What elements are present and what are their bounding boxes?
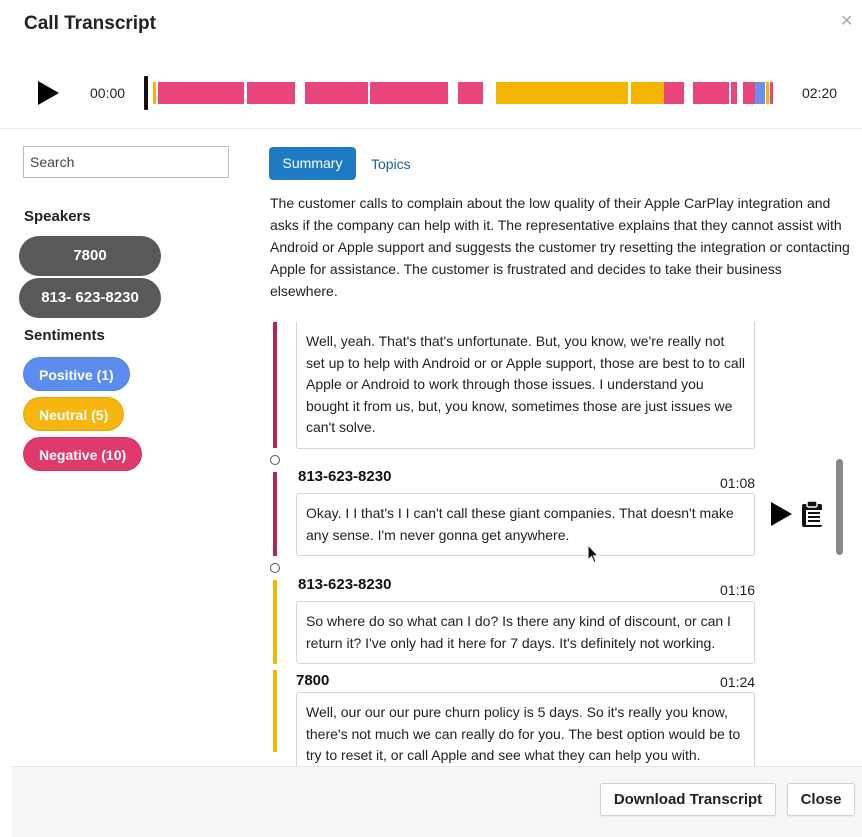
sentiment-segment[interactable]: [631, 82, 664, 104]
transcript-text: Well, our our our pure churn policy is 5 days. So it's really you know, there's not much we can really do for you. The best option would be to try to reset it, or call Apple and see what they can help you with.: [296, 692, 755, 777]
play-icon[interactable]: [771, 502, 792, 526]
sentiment-filter-negative[interactable]: Negative (10): [23, 437, 142, 471]
sentiment-segment[interactable]: [755, 82, 765, 104]
sentiment-segment[interactable]: [770, 82, 773, 104]
speakers-heading: Speakers: [24, 208, 91, 225]
sentiment-segment[interactable]: [766, 82, 769, 104]
sentiment-segment[interactable]: [731, 82, 737, 104]
playhead[interactable]: [144, 76, 148, 110]
sentiment-filter-neutral[interactable]: Neutral (5): [23, 397, 124, 431]
sentiments-heading: Sentiments: [24, 327, 105, 344]
total-duration: 02:20: [802, 85, 838, 101]
sentiment-bar: [273, 322, 277, 448]
call-summary: The customer calls to complain about the low quality of their Apple CarPlay integration and asks if the company can help with it. The representative explains that they cannot assist with Android or Apple support and suggests the customer try resetting the integration or contacting Apple for assistance. The customer is frustrated and decides to take their business elsewhere.: [270, 195, 850, 299]
search-input[interactable]: [23, 146, 229, 178]
timestamp: 01:16: [720, 582, 756, 598]
transcript-list: [266, 322, 856, 763]
sentiment-segment[interactable]: [153, 82, 156, 104]
speaker-name: 7800: [296, 672, 330, 689]
sentiment-segment[interactable]: [305, 82, 368, 104]
speaker-name: 813-623-8230: [298, 576, 392, 593]
transcript-scrollbar[interactable]: [836, 459, 843, 555]
sentiment-segment[interactable]: [370, 82, 448, 104]
sentiment-segment[interactable]: [458, 82, 483, 104]
sentiment-bar: [273, 580, 277, 664]
timeline-dot: [270, 455, 280, 465]
current-time: 00:00: [90, 85, 126, 101]
mouse-cursor-icon: [587, 544, 599, 564]
sentiment-filter-positive[interactable]: Positive (1): [23, 357, 130, 391]
tab-summary[interactable]: Summary: [269, 147, 356, 180]
speaker-name: 813-623-8230: [298, 468, 392, 485]
audio-player: [0, 60, 862, 126]
modal-title: Call Transcript: [24, 13, 156, 34]
tab-topics[interactable]: Topics: [371, 156, 411, 172]
sentiment-segment[interactable]: [247, 82, 295, 104]
transcript-text: Well, yeah. That's that's unfortunate. But, you know, we're really not set up to help with Android or or Apple support, those are best to to call Apple or Android to work through those issues. I understand you bought it from us, but, you know, sometimes those are just issues we can't solve.: [296, 322, 755, 449]
transcript-text: Okay. I I that's I I can't call these giant companies. That doesn't make any sense. I'm never gonna get anywhere.: [296, 493, 755, 556]
sentiment-bar: [273, 472, 277, 556]
speaker-filter-7800[interactable]: 7800: [19, 236, 161, 276]
sentiment-segment[interactable]: [158, 82, 244, 104]
clipboard-icon[interactable]: [799, 500, 825, 528]
sentiment-segment[interactable]: [693, 82, 729, 104]
sentiment-segment[interactable]: [743, 82, 755, 104]
divider: [0, 128, 862, 129]
timestamp: 01:24: [720, 674, 756, 690]
close-button[interactable]: Close: [787, 783, 855, 816]
close-icon[interactable]: ✕: [840, 13, 854, 30]
sentiment-segment[interactable]: [496, 82, 628, 104]
speaker-filter-caller[interactable]: 813- 623-8230: [19, 278, 161, 318]
sentiment-segment[interactable]: [664, 82, 684, 104]
timestamp: 01:08: [720, 475, 756, 491]
sentiment-bar: [273, 670, 277, 752]
download-transcript-button[interactable]: Download Transcript: [600, 783, 776, 816]
transcript-text: So where do so what can I do? Is there any kind of discount, or can I return it? I've only had it here for 7 days. It's definitely not working.: [296, 601, 755, 664]
timeline-dot: [270, 563, 280, 573]
play-icon[interactable]: [38, 81, 59, 105]
sentiment-timeline[interactable]: [143, 76, 783, 110]
